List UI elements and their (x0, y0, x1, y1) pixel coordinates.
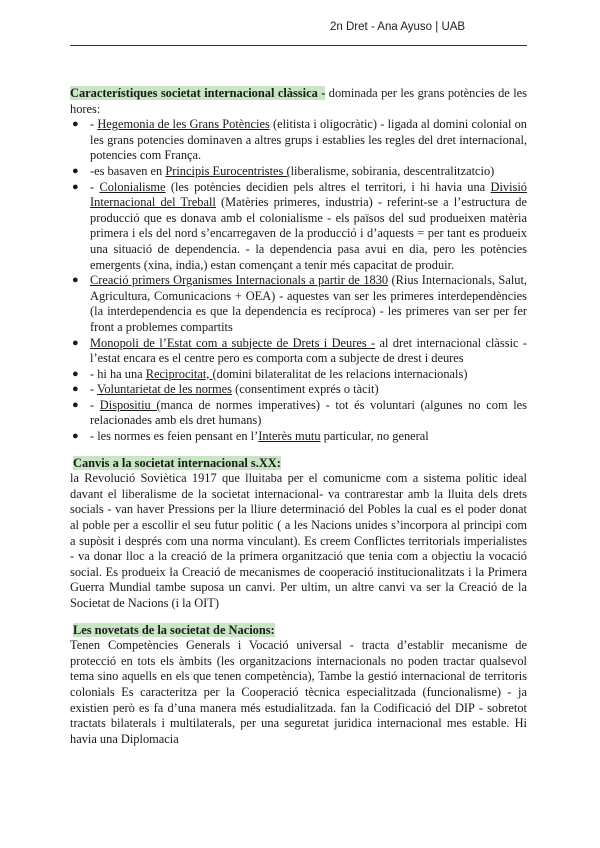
bullet-icon: ● (72, 336, 79, 349)
list-item: ● - Colonialisme (les potències decidien pels altres el territori, i hi havia una Divisió Internacional del Treball (Matèries primeres, industria) - referint-se a l’estructura de producció que es donava amb el colonialisme - els països del sud produeixen matèria primera i els del nord s’encarregaven de la producció i d’aquests = per tant es produeix una situació de dependencia. - la dependencia pasa avui en dia, pero les potències emergents (xina, india,) estan començant a tenir més capacitat de produir. (72, 179, 527, 272)
document-body (70, 86, 527, 747)
section-intro (70, 86, 527, 117)
list-item: ● Creació primers Organismes Internacionals a partir de 1830 (Rius Internacionals, Salut, Agricultura, Comunicacions + OEA) - aquestes van ser les primeres interdependències (la interdependencia es que la dependencia es recíproca) - les primeres van ser per fer front a problemes compartits (72, 273, 527, 334)
list-item: ● - Voluntarietat de les normes (consentiment exprés o tàcit) (72, 382, 379, 397)
section-heading: Les novetats de la societat de Nacions: (73, 622, 275, 637)
page-header: 2n Dret - Ana Ayuso | UAB (330, 21, 466, 33)
header-divider (70, 45, 527, 46)
key-term: Dispositiu ( (99, 397, 161, 412)
list-item: ● - hi ha una Reciprocitat, (domini bilateralitat de les relacions internacionals) (72, 366, 468, 381)
bullet-icon: ● (72, 383, 79, 396)
bullet-icon: ● (72, 164, 79, 177)
key-term: Reciprocitat, (145, 366, 213, 381)
section-changes (70, 456, 527, 612)
section-league (70, 623, 527, 748)
section-paragraph: Tenen Competències Generals i Vocació universal - tracta d’establir mecanisme de protecció en tots els àmbits (les organitzacions internacionals no poden tractar qualsevol tema sino aquells en els que tenen competència), Tambe la gestió internacional de territoris colonials Es caracteritza per la Cooperació tècnica especialitzada (funcionalisme) - ja existien però es fa d’una manera més estudialitzada. fan la Codificació del DIP - sobretot tractats bilaterals i multilaterals, per una seguretat juridica internacional mes estable. Hi havia una Diplomacia (70, 638, 527, 746)
list-item: ● Monopoli de l’Estat com a subjecte de Drets i Deures - al dret internacional clàssic - l’estat encara es el centre pero es comporta com a subjecte de drest i deures (72, 335, 527, 366)
key-term: Creació primers Organismes Internacionals a partir de 1830 (90, 273, 389, 288)
bullet-icon: ● (72, 398, 79, 411)
section-intro-text: dominada per les grans potències de les hores: (70, 86, 527, 116)
key-term: Colonialisme (99, 179, 166, 194)
list-item: ● - Hegemonia de les Grans Potències (elitista i oligocràtic) - ligada al domini colonial on les grans potencies dominaven a altres grups i establies les regles del dret internacional, potencies com França. (72, 117, 527, 163)
key-term: Hegemonia de les Grans Potències (97, 117, 270, 132)
bullet-icon: ● (72, 274, 79, 287)
section-paragraph: la Revolució Soviètica 1917 que lluitaba per el comunicme com a sistema politic ideal davant el liberalisme de la societat internacional- va contrarestar amb la lluita dels drets socials - van haver Pressions per la lliure determinació del Pobles la cual es el poder donat al poble per a escollir el seu futur politic ( a les Nacions unides s’incorpora al principi com a supòsit i després com una norma vinculant). Es creem Conflictes territorials imperialistes - va donar lloc a la creació de la primera organització que tenia com a objectiu la vocació social. Es produeix la Creació de mecanismes de cooperació institucionalitzats i la Primera Guerra Mundial tambe suposa un canvi. Per ultim, un altre canvi va ser la Creació de la Societat de Nacions (i la OIT) (70, 471, 527, 610)
bullet-icon: ● (72, 180, 79, 193)
characteristics-list (70, 117, 527, 444)
key-term: Interès mutu (258, 429, 321, 444)
list-item: ● -es basaven en Principis Eurocentristes (liberalisme, sobirania, descentralitzatcio) (72, 163, 495, 178)
list-item: ● - les normes es feien pensant en l’Interès mutu particular, no general (72, 429, 429, 444)
key-term: Voluntarietat de les normes (97, 382, 233, 397)
bullet-icon: ● (72, 367, 79, 380)
list-item: ● - Dispositiu (manca de normes imperatives) - tot és voluntari (algunes no com les relacionades amb els dret humans) (72, 397, 528, 428)
bullet-icon: ● (72, 118, 79, 131)
key-term: Monopoli de l’Estat com a subjecte de Drets i Deures - (90, 335, 376, 350)
section-heading: Canvis a la societat internacional s.XX: (73, 455, 281, 470)
key-term: Divisió Internacional del Treball (90, 179, 527, 210)
section-heading: Característiques societat internacional clàssica - (70, 86, 326, 100)
key-term: Principis Eurocentristes ( (165, 163, 291, 178)
bullet-icon: ● (72, 430, 79, 443)
